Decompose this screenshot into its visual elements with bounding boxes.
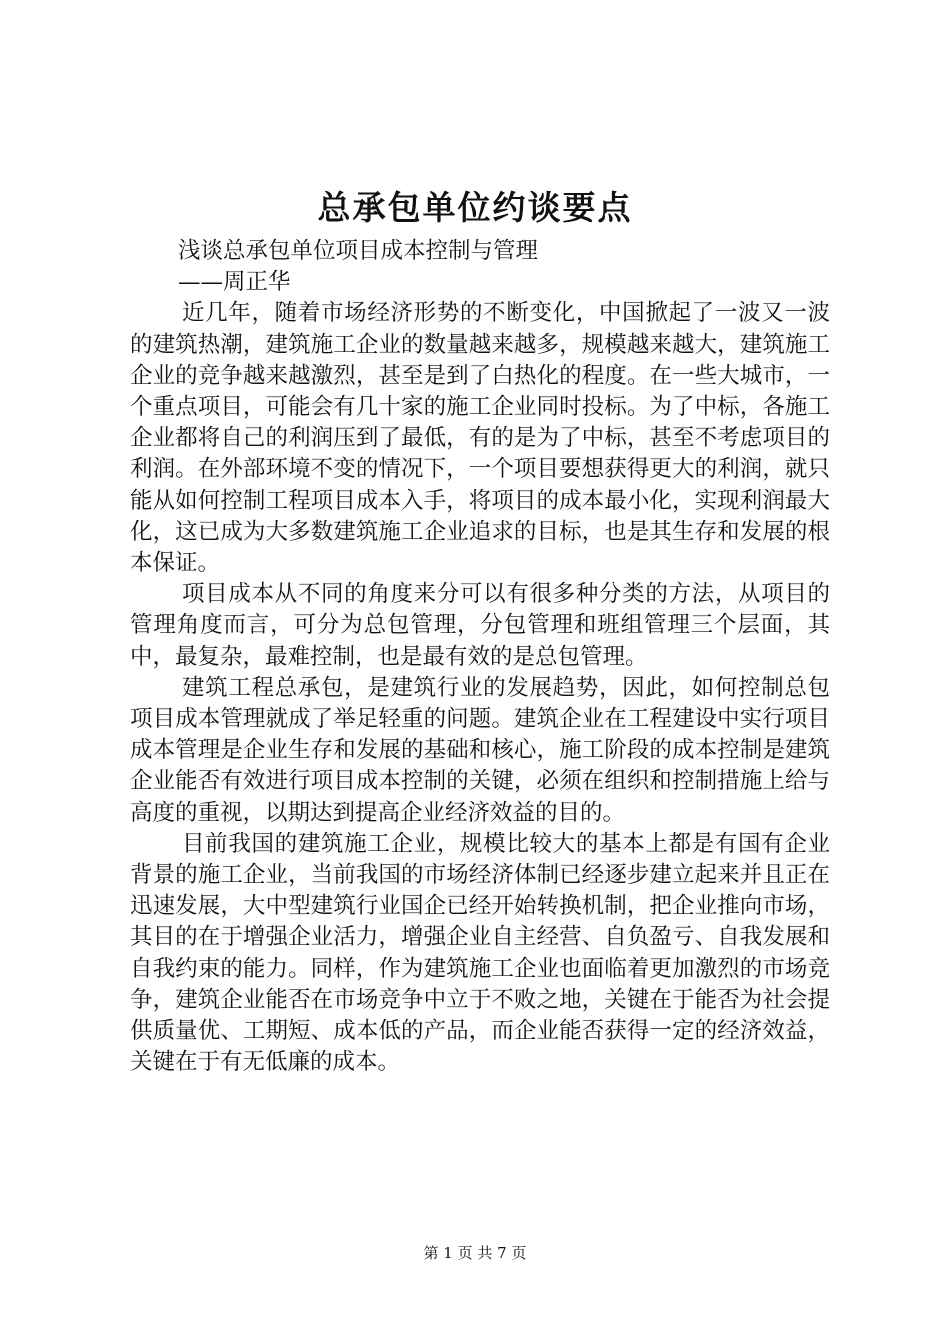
body-paragraph-1: 近几年，随着市场经济形势的不断变化，中国掀起了一波又一波的建筑热潮，建筑施工企业的数量越来越多，规模越来越大，建筑施工企业的竞争越来越激烈，甚至是到了白热化的程度。在一些大城市，一个重点项目，可能会有几十家的施工企业同时投标。为了中标，各施工企业都将自己的利润压到了最低，有的是为了中标，甚至不考虑项目的利润。在外部环境不变的情况下，一个项目要想获得更大的利润，就只能从如何控制工程项目成本入手，将项目的成本最小化，实现利润最大化，这已成为大多数建筑施工企业追求的目标，也是其生存和发展的根本保证。	[130, 300, 830, 577]
body-paragraph-4: 目前我国的建筑施工企业，规模比较大的基本上都是有国有企业背景的施工企业，当前我国的市场经济体制已经逐步建立起来并且正在迅速发展，大中型建筑行业国企已经开始转换机制，把企业推向市场，其目的在于增强企业活力，增强企业自主经营、自负盈亏、自我发展和自我约束的能力。同样，作为建筑施工企业也面临着更加激烈的市场竞争，建筑企业能否在市场竞争中立于不败之地，关键在于能否为社会提供质量优、工期短、成本低的产品，而企业能否获得一定的经济效益，关键在于有无低廉的成本。	[130, 830, 830, 1076]
body-paragraph-3: 建筑工程总承包，是建筑行业的发展趋势，因此，如何控制总包项目成本管理就成了举足轻重的问题。建筑企业在工程建设中实行项目成本管理是企业生存和发展的基础和核心，施工阶段的成本控制是建筑企业能否有效进行项目成本控制的关键，必须在组织和控制措施上给与高度的重视，以期达到提高企业经济效益的目的。	[130, 674, 830, 826]
article-author: ——周正华	[178, 269, 291, 296]
document-body	[130, 236, 830, 1078]
body-paragraph-2: 项目成本从不同的角度来分可以有很多种分类的方法，从项目的管理角度而言，可分为总包管理，分包管理和班组管理三个层面，其中，最复杂，最难控制，也是最有效的是总包管理。	[130, 581, 830, 670]
article-subtitle: 浅谈总承包单位项目成本控制与管理	[178, 238, 539, 264]
page-number-footer: 第 1 页 共 7 页	[423, 1244, 527, 1262]
document-title: 总承包单位约谈要点	[317, 188, 633, 227]
